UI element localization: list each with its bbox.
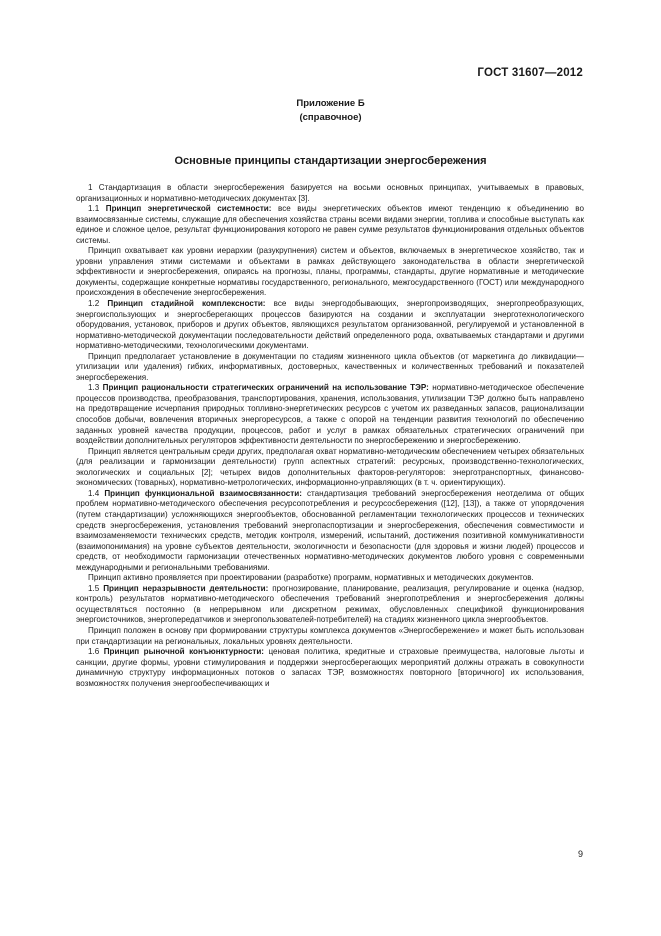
paragraph-text: ценовая политика, кредитные и страховые преимущества, налоговые льготы и санкции, другие формы, уровни стимулирования и поддержки энергосберегающих мероприятий должны отражать в совокупности динамичную структуру информационных потоков о запасах ТЭР, возможностях повторного [вторичного] их использования, возможностях получения энергообеспечивающих и	[76, 647, 585, 688]
clause-number: 1.3	[88, 383, 100, 393]
principle-heading: Принцип энергетической системности:	[105, 204, 272, 214]
clause-number: 1.5	[88, 583, 100, 593]
principle-heading: Принцип неразрывности деятельности:	[103, 583, 269, 593]
paragraph-text: 1 Стандартизация в области энергосбережения базируется на восьми основных принципах, учитываемых в правовых, организационных и нормативно-методических документах [3].	[76, 183, 584, 203]
paragraph	[76, 447, 584, 489]
paragraph	[76, 299, 584, 352]
paragraph	[76, 626, 584, 647]
body-text	[76, 183, 584, 689]
paragraph	[76, 246, 584, 299]
paragraph-text: Принцип предполагает установление в документации по стадиям жизненного цикла объектов (от маркетинга до ликвидации—утилизации или удаления) гибких, информативных, достоверных, качественных и количественных требований и показателей энергосбережения.	[76, 351, 584, 382]
paragraph-text: стандартизация требований энергосбережения неотделима от общих проблем нормативно-методического обеспечения ресурсопотребления и ресурсосбережения ([12], [13]), а также от упорядочения (путем стандартизации) усложняющихся энергообъектов, обоснованной регламентации технологических процессов и технических средств энергосбережения, установления требований энергопаспортизации и энергосбережения, обеспечения совместимости и взаимозаменяемости технических средств, методик контроля, измерений, испытаний, достижения позитивной коммуникативности (взаимопонимания) на уровне субъектов деятельности, экологичности и безопасности (для здоровья и жизни людей) процессов и средств, от необходимости гармонизации отечественных нормативно-методических документов любого уровня с современными международными и региональными требованиями.	[76, 488, 585, 572]
principle-heading: Принцип рыночной конъюнктурности:	[103, 647, 265, 657]
paragraph-text: нормативно-методическое обеспечение процессов производства, преобразования, транспортирования, хранения, использования, утилизации ТЭР должно быть направлено на предотвращение исчерпания природных топливно-энергетических ресурсов с учетом их разведанных запасов, рационализации способов добычи, вовлечения вторичных энергоресурсов, а также с опорой на тенденции развития технологий по обеспечению заданных уровней качества продукции, процессов, работ и услуг в рамках обязательных стратегических ограничений при воздействии дополнительных регуляторов эффективности деятельности по энергосбережению и энергосбережению.	[76, 383, 585, 446]
page-number: 9	[577, 849, 583, 859]
clause-number: 1.4	[88, 488, 100, 498]
standard-code: ГОСТ 31607—2012	[477, 67, 583, 79]
paragraph	[76, 573, 584, 584]
principle-heading: Принцип рациональности стратегических ограничений на использование ТЭР:	[102, 383, 429, 393]
appendix-type: (справочное)	[299, 112, 362, 123]
paragraph	[76, 584, 584, 626]
paragraph-text: Принцип охватывает как уровни иерархии (разукрупнения) систем и объектов, включаемых в энергетическое хозяйство, так и уровни управления этими системами и объектами в рамках действующего законодательства в области энергетической эффективности и энергосбережения, опираясь на прогнозы, планы, программы, стандарты, другие нормативные и методические документы, содержащие конкретные нормативы государственного, регионального, межгосударственного (ГОСТ) или международного происхождения в обеспечение энергосбережения.	[76, 246, 584, 298]
clause-number: 1.6	[88, 647, 100, 657]
paragraph	[76, 183, 584, 204]
paragraph-text: Принцип положен в основу при формировании структуры комплекса документов «Энергосбережение» и может быть использован при стандартизации на региональных, локальных уровнях деятельности.	[76, 625, 584, 646]
paragraph-text: все виды энергодобывающих, энергопроизводящих, энергопреобразующих, энергоиспользующих и энергосберегающих процессов базируются на создании и эксплуатации энерготехнологического оборудования, установок, приборов и других объектов, являющихся результатом организованной, регулируемой и установленной в нормативно-методической документации последовательности действий определенного рода, охватываемых стандартами и другими нормативно-методическими, технологическими документами.	[76, 299, 585, 351]
paragraph	[76, 383, 584, 446]
paragraph	[76, 647, 584, 689]
principle-heading: Принцип функциональной взаимосвязанности:	[104, 488, 302, 498]
paragraph-text: Принцип является центральным среди других, предполагая охват нормативно-методическим обеспечением четырех обязательных (для реализации и гармонизации деятельности) групп аспектных стратегий: ресурсных, производственно-технологических, экологических и социальных [2]; четырех видов дополнительных факторов-регуляторов: энерготранспортных, финансово-экономических (товарных), нормативно-метрологических, информационно-управляющих (в т. ч. ориентирующих).	[76, 446, 584, 488]
paragraph-text: Принцип активно проявляется при проектировании (разработке) программ, нормативных и методических документов.	[88, 573, 534, 583]
principle-heading: Принцип стадийной комплексности:	[107, 299, 266, 309]
clause-number: 1.2	[88, 299, 100, 309]
clause-number: 1.1	[88, 204, 100, 214]
paragraph-text: все виды энергетических объектов имеют тенденцию к объединению во взаимосвязанные системы, служащие для обеспечения хозяйства страны всеми видами энергии, топлива и способные выступать как единое и сложное целое, результат функционирования которого не равен сумме результатов функционирования отдельных объектов системы.	[76, 204, 584, 245]
paragraph	[76, 489, 584, 573]
section-title: Основные принципы стандартизации энергосбережения	[174, 155, 487, 167]
appendix-label: Приложение Б	[296, 98, 365, 109]
paragraph-text: прогнозирование, планирование, реализация, регулирование и оценка (надзор, контроль) результатов нормативно-методического обеспечения требований энергопотребления и энергосбережения должны осуществляться постоянно (в непрерывном или дискретном режимах, обусловленных спецификой функционирования энергоисточников, энергопередатчиков и энергопользователей-потребителей) на стадиях жизненного цикла энергообъектов.	[76, 583, 584, 625]
paragraph	[76, 352, 584, 384]
paragraph	[76, 204, 584, 246]
